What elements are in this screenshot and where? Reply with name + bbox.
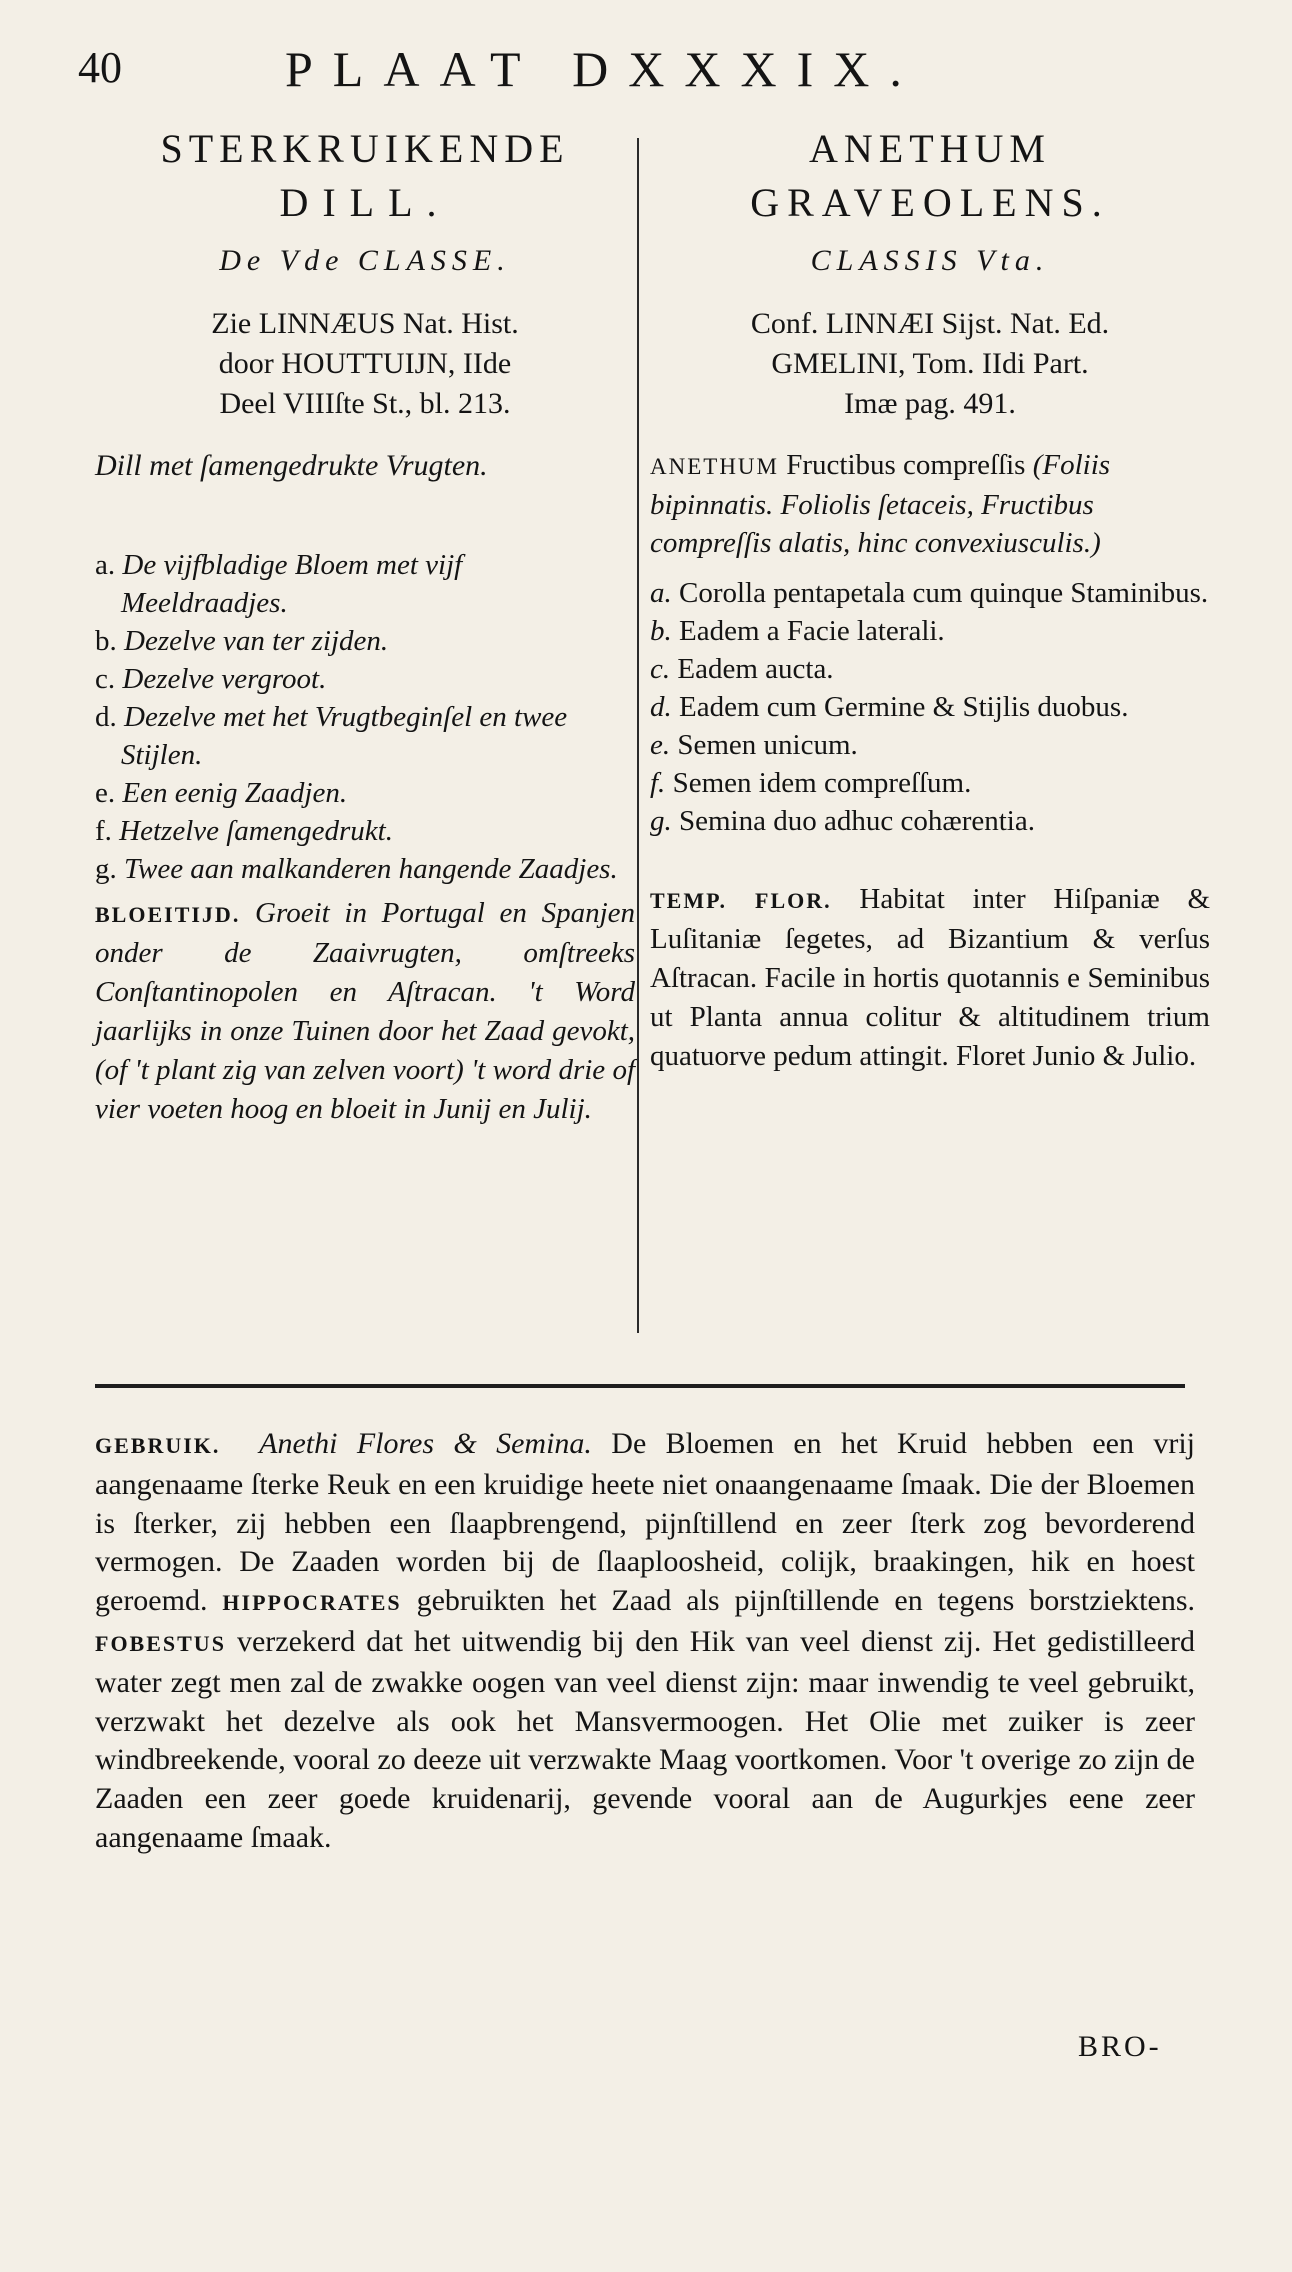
- latin-classe: CLASSIS Vta.: [810, 244, 1050, 277]
- list-item: a. Corolla pentapetala cum quinque Staminibus.: [650, 577, 1209, 609]
- latin-ref-line2: GMELINI, Tom. IIdi Part.: [771, 347, 1089, 380]
- dutch-reference: [95, 304, 635, 424]
- dutch-ref-line1: Zie LINNÆUS Nat. Hist.: [211, 307, 519, 340]
- list-item: d. Eadem cum Germine & Stijlis duobus.: [650, 691, 1129, 723]
- dutch-flowering-note: BLOEITIJD. Groeit in Portugal en Spanjen onder de Zaaivrugten, omſtreeks Conſtantinopolen en Aſtracan. 't Word jaarlijks in onze Tuinen door het Zaad gevokt, (of 't plant zig van zelven voort) 't word drie of vier voeten hoog en bloeit in Junij en Julij.: [95, 897, 635, 1125]
- list-item: a. De vijfbladige Bloem met vijf Meeldraadjes.: [95, 549, 463, 619]
- page-number: 40: [78, 43, 122, 92]
- column-divider: [637, 138, 639, 1333]
- list-item: f. Semen idem compreſſum.: [650, 767, 972, 799]
- latin-column: [650, 122, 1210, 1076]
- horizontal-rule: [95, 1384, 1185, 1388]
- latin-title-line2: GRAVEOLENS.: [750, 180, 1110, 225]
- latin-ref-line1: Conf. LINNÆI Sijst. Nat. Ed.: [750, 307, 1110, 340]
- list-item: b. Dezelve van ter zijden.: [95, 625, 389, 657]
- dutch-column: [95, 122, 635, 1129]
- running-title: PLAAT DXXXIX.: [285, 41, 922, 97]
- dutch-ref-line2: door HOUTTUIJN, IIde: [218, 347, 512, 380]
- list-item: c. Dezelve vergroot.: [95, 663, 327, 695]
- latin-reference: [650, 304, 1210, 424]
- latin-genus: ANETHUM Fructibus compreſſis (Foliis bipinnatis. Foliolis ſetaceis, Fructibus compreſſis alatis, hinc convexiusculis.): [650, 449, 1111, 559]
- catchword: BRO-: [1078, 2030, 1162, 2063]
- list-item: g. Semina duo adhuc cohærentia.: [650, 805, 1035, 837]
- list-item: e. Semen unicum.: [650, 729, 858, 761]
- list-item: g. Twee aan malkanderen hangende Zaadjes.: [95, 853, 618, 885]
- latin-figure-list: [650, 574, 1210, 840]
- list-item: f. Hetzelve ſamengedrukt.: [95, 815, 393, 847]
- usage-paragraph: GEBRUIK. Anethi Flores & Semina. De Bloemen en het Kruid hebben een vrij aangenaame ſterke Reuk en een kruidige heete niet onaangenaame ſmaak. Die der Bloemen is ſterker, zij hebben een ſlaapbrengend, pijnſtillend en zeer ſterk zog bevorderend vermogen. De Zaaden worden bij de ſlaaploosheid, colijk, braakingen, hik en hoest geroemd. HIPPOCRATES gebruikten het Zaad als pijnſtillende en tegens borstziektens. FOBESTUS verzekerd dat het uitwendig bij den Hik van veel dienst zij. Het gedistilleerd water zegt men zal de zwakke oogen van veel dienst zijn: maar inwendig te veel gebruikt, verzwakt het dezelve als ook het Mansvermoogen. Het Olie met zuiker is zeer windbreekende, vooral zo deeze uit verzwakte Maag voortkomen. Voor 't overige zo zijn de Zaaden een zeer goede kruidenarij, gevende vooral aan de Augurkjes eene zeer aangenaame ſmaak.: [95, 1427, 1196, 1854]
- dutch-title-line1: STERKRUIKENDE: [160, 126, 570, 171]
- latin-ref-line3: Imæ pag. 491.: [844, 387, 1016, 420]
- list-item: b. Eadem a Facie laterali.: [650, 615, 945, 647]
- dutch-ref-line3: Deel VIIIſte St., bl. 213.: [219, 387, 511, 420]
- latin-flowering-note: TEMP. FLOR. Habitat inter Hiſpaniæ & Luſitaniæ ſegetes, ad Bizantium & verſus Aſtracan. Facile in hortis quotannis e Seminibus ut Planta annua colitur & altitudinem trium quatuorve pedum attingit. Floret Junio & Julio.: [650, 883, 1210, 1072]
- dutch-figure-list: [95, 546, 635, 888]
- dutch-title-line2: DILL.: [279, 180, 451, 225]
- latin-title-line1: ANETHUM: [809, 126, 1051, 171]
- dutch-classe: De Vde CLASSE.: [219, 244, 511, 277]
- list-item: e. Een eenig Zaadjen.: [95, 777, 348, 809]
- list-item: d. Dezelve met het Vrugtbeginſel en twee Stijlen.: [95, 701, 568, 771]
- dutch-genus: Dill met ſamengedrukte Vrugten.: [95, 449, 488, 482]
- list-item: c. Eadem aucta.: [650, 653, 834, 685]
